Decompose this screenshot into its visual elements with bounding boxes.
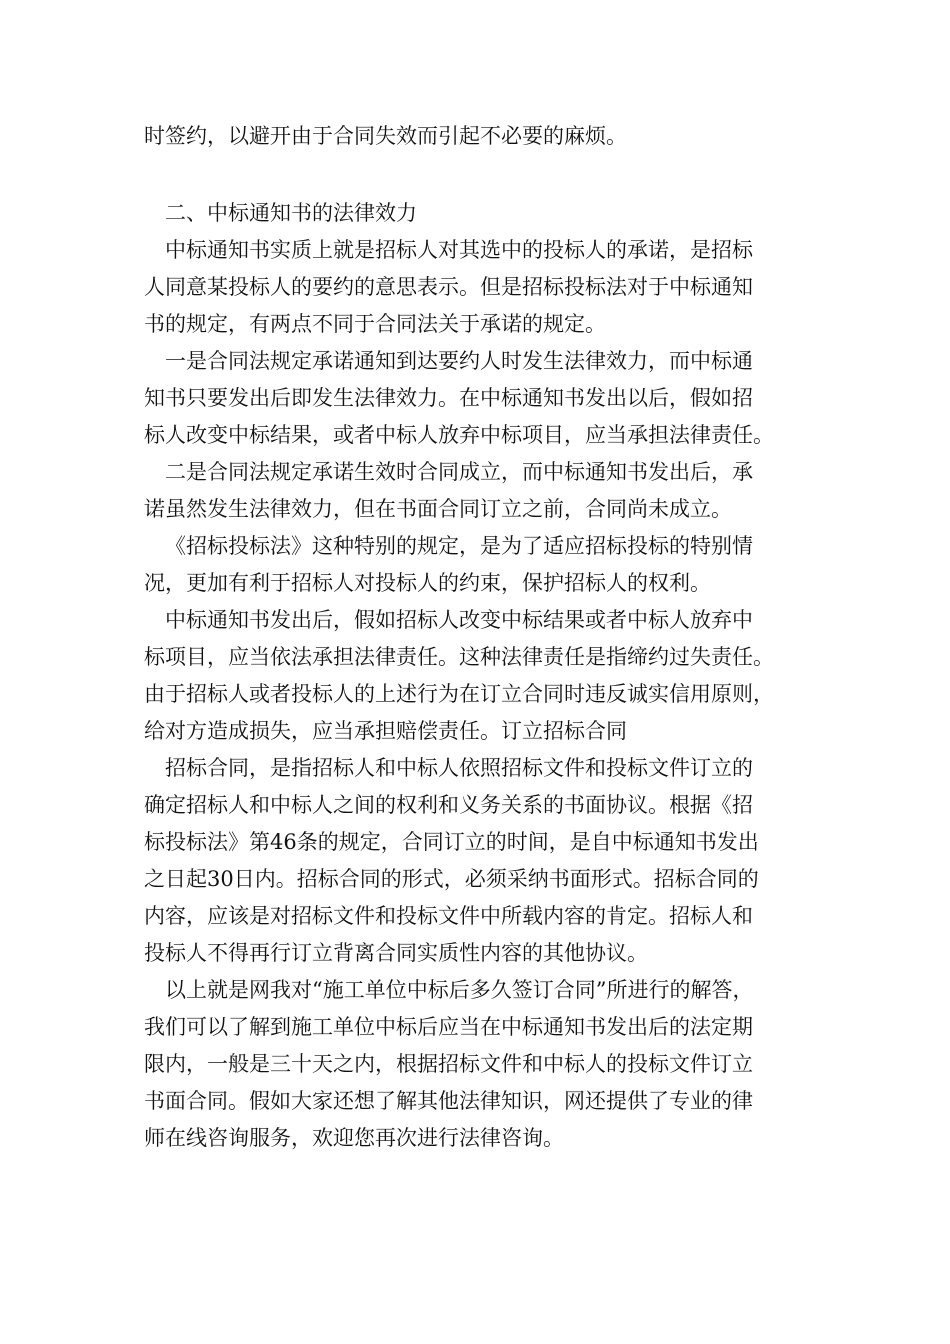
text-line: 一是合同法规定承诺通知到达要约人时发生法律效力，而中标通: [165, 349, 753, 373]
text-line: 况，更加有利于招标人对投标人的约束，保护招标人的权利。: [144, 571, 711, 595]
text-line: 人同意某投标人的要约的意思表示。但是招标投标法对于中标通知: [144, 275, 753, 299]
section-heading: 二、中标通知书的法律效力: [165, 201, 417, 225]
text-line: 我们可以了解到施工单位中标后应当在中标通知书发出后的法定期: [144, 1015, 753, 1039]
text-line: 时签约，以避开由于合同失效而引起不必要的麻烦。: [144, 124, 627, 148]
text-line: 书的规定，有两点不同于合同法关于承诺的规定。: [144, 312, 606, 336]
text-line: 以上就是网我对“施工单位中标后多久签订合同”所进行的解答，: [165, 978, 754, 1002]
text-line: 招标合同，是指招标人和中标人依照招标文件和投标文件订立的: [165, 756, 753, 780]
text-line: 由于招标人或者投标人的上述行为在订立合同时违反诚实信用原则，: [144, 682, 774, 706]
text-line: 师在线咨询服务，欢迎您再次进行法律咨询。: [144, 1126, 564, 1150]
text-line: 标人改变中标结果，或者中标人放弃中标项目，应当承担法律责任。: [144, 423, 774, 447]
text-line: 中标通知书发出后，假如招标人改变中标结果或者中标人放弃中: [165, 608, 753, 632]
text-line: 之日起30日内。招标合同的形式，必须采纳书面形式。招标合同的: [144, 867, 759, 891]
text-line: 中标通知书实质上就是招标人对其选中的投标人的承诺，是招标: [165, 238, 753, 262]
text-line: 诺虽然发生法律效力，但在书面合同订立之前，合同尚未成立。: [144, 497, 732, 521]
text-line: 《招标投标法》这种特别的规定，是为了适应招标投标的特别情: [165, 534, 753, 558]
text-line: 投标人不得再行订立背离合同实质性内容的其他协议。: [144, 941, 648, 965]
text-line: 内容，应该是对招标文件和投标文件中所载内容的肯定。招标人和: [144, 904, 753, 928]
text-line: 标投标法》第46条的规定，合同订立的时间，是自中标通知书发出: [144, 830, 759, 854]
text-line: 给对方造成损失，应当承担赔偿责任。订立招标合同: [144, 719, 627, 743]
text-line: 确定招标人和中标人之间的权利和义务关系的书面协议。根据《招: [144, 793, 753, 817]
text-line: 二是合同法规定承诺生效时合同成立，而中标通知书发出后，承: [165, 460, 753, 484]
text-line: 标项目，应当依法承担法律责任。这种法律责任是指缔约过失责任。: [144, 645, 774, 669]
text-line: 知书只要发出后即发生法律效力。在中标通知书发出以后，假如招: [144, 386, 753, 410]
text-line: 书面合同。假如大家还想了解其他法律知识，网还提供了专业的律: [144, 1089, 753, 1113]
text-line: 限内，一般是三十天之内，根据招标文件和中标人的投标文件订立: [144, 1052, 753, 1076]
